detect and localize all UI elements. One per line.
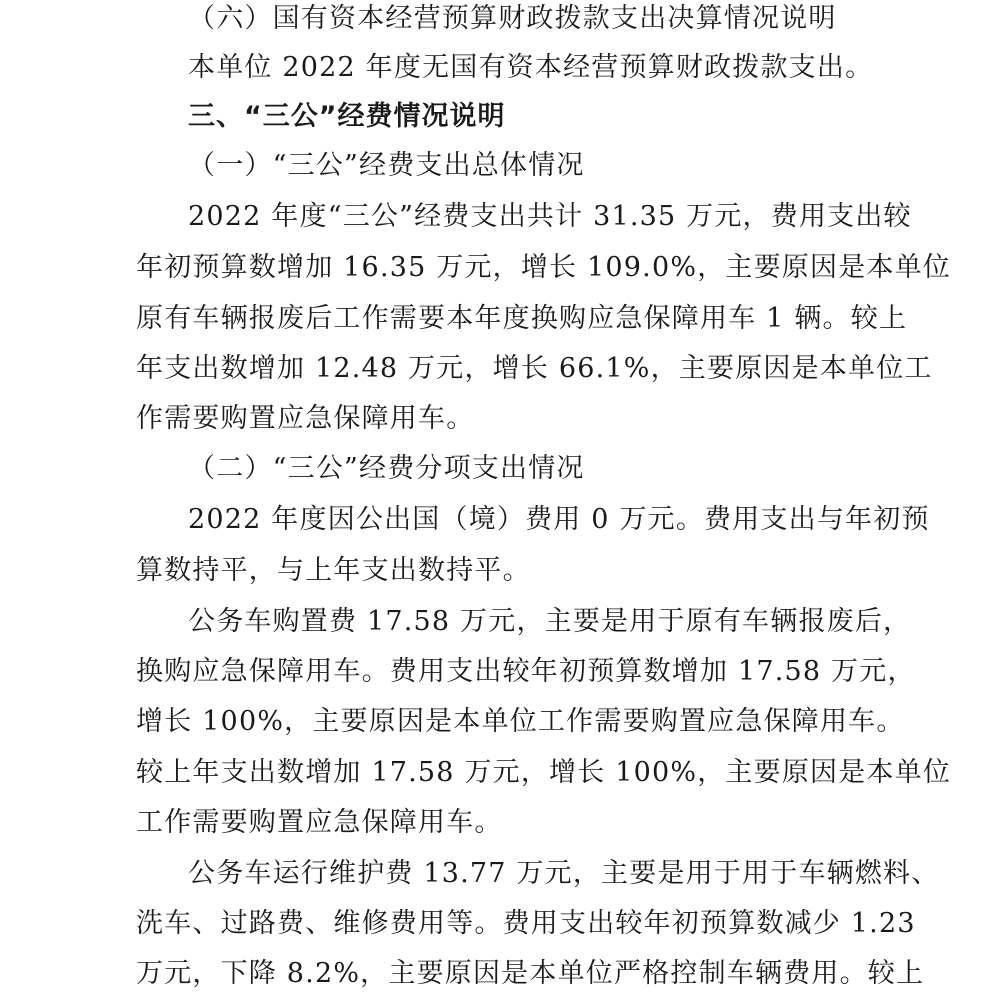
- subsection-2-title: （二）“三公”经费分项支出情况: [188, 453, 585, 484]
- section-3-title: 三、“三公”经费情况说明: [188, 101, 506, 132]
- paragraph-line: 年支出数增加 12.48 万元，增长 66.1%，主要原因是本单位工: [136, 353, 933, 384]
- paragraph-line: 万元，下降 8.2%，主要原因是本单位严格控制车辆费用。较上: [136, 958, 925, 989]
- paragraph-line: 算数持平，与上年支出数持平。: [136, 555, 531, 586]
- paragraph-state-capital-budget: 本单位 2022 年度无国有资本经营预算财政拨款支出。: [188, 52, 874, 83]
- paragraph-line: 原有车辆报废后工作需要本年度换购应急保障用车 1 辆。较上: [136, 303, 908, 334]
- paragraph-line: 公务车运行维护费 13.77 万元，主要是用于用于车辆燃料、: [188, 858, 940, 889]
- paragraph-line: 较上年支出数增加 17.58 万元，增长 100%，主要原因是本单位: [136, 757, 952, 788]
- paragraph-line: 2022 年度“三公”经费支出共计 31.35 万元，费用支出较: [188, 201, 912, 232]
- paragraph-line: 年初预算数增加 16.35 万元，增长 109.0%，主要原因是本单位: [136, 252, 951, 283]
- subsection-heading-6: （六）国有资本经营预算财政拨款支出决算情况说明: [188, 3, 837, 34]
- paragraph-line: 工作需要购置应急保障用车。: [136, 807, 503, 838]
- paragraph-line: 换购应急保障用车。费用支出较年初预算数增加 17.58 万元，: [136, 656, 916, 687]
- paragraph-line: 增长 100%，主要原因是本单位工作需要购置应急保障用车。: [136, 706, 905, 737]
- paragraph-line: 作需要购置应急保障用车。: [136, 403, 475, 434]
- paragraph-line: 公务车购置费 17.58 万元，主要是用于原有车辆报废后，: [188, 606, 912, 637]
- paragraph-line: 2022 年度因公出国（境）费用 0 万元。费用支出与年初预: [188, 504, 930, 535]
- subsection-1-title: （一）“三公”经费支出总体情况: [188, 150, 585, 181]
- paragraph-line: 洗车、过路费、维修费用等。费用支出较年初预算数减少 1.23: [136, 908, 916, 939]
